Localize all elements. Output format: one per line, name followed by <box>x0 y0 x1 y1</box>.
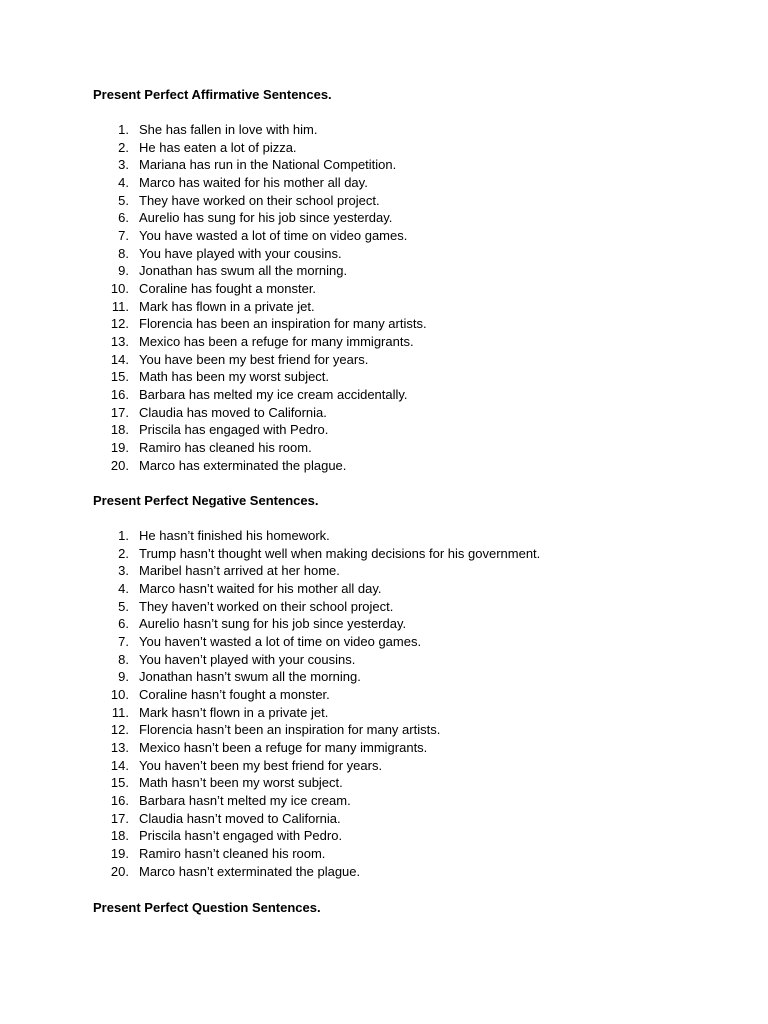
list-item-text: Mariana has run in the National Competition. <box>139 157 397 173</box>
question-section <box>93 900 733 916</box>
question-heading: Present Perfect Question Sentences. <box>93 900 321 915</box>
list-item-text: Mark has flown in a private jet. <box>139 298 315 314</box>
list-item-text: Ramiro has cleaned his room. <box>139 440 312 456</box>
list-item-number: 13. <box>110 334 129 350</box>
list-item-text: Jonathan hasn’t swum all the morning. <box>139 669 361 685</box>
list-item-text: They haven’t worked on their school project. <box>139 598 394 614</box>
list-item-text: Claudia hasn’t moved to California. <box>139 810 341 826</box>
list-item-text: Claudia has moved to California. <box>139 404 327 420</box>
list-item-text: Mexico has been a refuge for many immigrants. <box>139 334 414 350</box>
list-item-text: Barbara hasn’t melted my ice cream. <box>139 793 351 809</box>
list-item-text: She has fallen in love with him. <box>139 122 318 137</box>
list-item-text: You have been my best friend for years. <box>139 351 369 367</box>
negative-heading: Present Perfect Negative Sentences. <box>93 493 319 508</box>
list-item-number: 13. <box>110 740 129 756</box>
list-item-text: You have wasted a lot of time on video games. <box>139 228 408 244</box>
list-item-number: 15. <box>110 369 129 385</box>
list-item-text: Aurelio hasn’t sung for his job since yesterday. <box>139 616 407 632</box>
list-item-number: 5. <box>118 598 129 614</box>
list-item-text: Florencia has been an inspiration for many artists. <box>139 316 427 332</box>
list-item-number: 2. <box>118 139 129 155</box>
list-item-number: 7. <box>118 228 129 244</box>
list-item-number: 18. <box>110 828 129 844</box>
list-item-number: 17. <box>110 810 129 826</box>
list-item-text: Math has been my worst subject. <box>139 369 330 385</box>
list-item-number: 12. <box>110 722 129 738</box>
list-item-number: 4. <box>118 175 129 191</box>
list-item-number: 3. <box>118 563 129 579</box>
list-item-number: 19. <box>110 440 129 456</box>
list-item-text: Florencia hasn’t been an inspiration for many artists. <box>139 722 441 738</box>
list-item-number: 16. <box>110 387 129 403</box>
list-item-text: Maribel hasn’t arrived at her home. <box>139 563 340 579</box>
list-item-number: 19. <box>110 846 129 862</box>
list-item-number: 18. <box>110 422 129 438</box>
list-item-text: Mark hasn’t flown in a private jet. <box>139 704 329 720</box>
list-item-number: 9. <box>118 263 129 279</box>
affirmative-section <box>93 87 733 473</box>
list-item-text: Marco hasn’t waited for his mother all day. <box>139 581 382 597</box>
list-item-number: 20. <box>110 457 129 473</box>
list-item-text: Jonathan has swum all the morning. <box>139 263 348 279</box>
list-item-number: 11. <box>111 704 129 720</box>
list-item-text: Mexico hasn’t been a refuge for many immigrants. <box>139 740 428 756</box>
list-item-text: Marco hasn’t exterminated the plague. <box>139 863 361 879</box>
list-item-text: He hasn’t finished his homework. <box>139 528 330 543</box>
negative-section <box>93 493 733 879</box>
list-item-text: Priscila has engaged with Pedro. <box>139 422 329 438</box>
list-item-number: 6. <box>118 210 129 226</box>
list-item-text: He has eaten a lot of pizza. <box>139 139 297 155</box>
list-item-number: 4. <box>118 581 129 597</box>
list-item-number: 10. <box>110 281 129 297</box>
list-item-text: Trump hasn’t thought well when making decisions for his government. <box>139 545 541 561</box>
list-item-number: 20. <box>110 863 129 879</box>
list-item-number: 14. <box>110 757 129 773</box>
list-item-number: 5. <box>118 192 129 208</box>
list-item-number: 8. <box>118 245 129 261</box>
list-item-number: 14. <box>110 351 129 367</box>
list-item-number: 8. <box>118 651 129 667</box>
list-item-number: 1. <box>118 122 129 137</box>
list-item-number: 1. <box>118 528 129 543</box>
list-item-text: Coraline has fought a monster. <box>139 281 317 297</box>
list-item-number: 16. <box>110 793 129 809</box>
list-item-text: Ramiro hasn’t cleaned his room. <box>139 846 326 862</box>
list-item-text: They have worked on their school project. <box>139 192 380 208</box>
list-item-text: Coraline hasn’t fought a monster. <box>139 687 330 703</box>
list-item-number: 17. <box>110 404 129 420</box>
list-item-text: Math hasn’t been my worst subject. <box>139 775 343 791</box>
list-item-text: You have played with your cousins. <box>139 245 342 261</box>
list-item-number: 10. <box>110 687 129 703</box>
list-item-text: You haven’t wasted a lot of time on video games. <box>139 634 422 650</box>
affirmative-heading: Present Perfect Affirmative Sentences. <box>93 87 332 102</box>
list-item-number: 6. <box>118 616 129 632</box>
list-item-text: Aurelio has sung for his job since yesterday. <box>139 210 393 226</box>
list-item-text: Priscila hasn’t engaged with Pedro. <box>139 828 343 844</box>
list-item-text: You haven’t been my best friend for years. <box>139 757 383 773</box>
list-item-number: 15. <box>110 775 129 791</box>
list-item-number: 12. <box>110 316 129 332</box>
list-item-number: 2. <box>118 545 129 561</box>
list-item-number: 7. <box>118 634 129 650</box>
list-item-text: Marco has exterminated the plague. <box>139 457 347 473</box>
list-item-text: You haven’t played with your cousins. <box>139 651 356 667</box>
list-item-text: Barbara has melted my ice cream accidentally. <box>139 387 408 403</box>
list-item-number: 11. <box>111 298 129 314</box>
list-item-number: 9. <box>118 669 129 685</box>
list-item-text: Marco has waited for his mother all day. <box>139 175 368 191</box>
list-item-number: 3. <box>118 157 129 173</box>
